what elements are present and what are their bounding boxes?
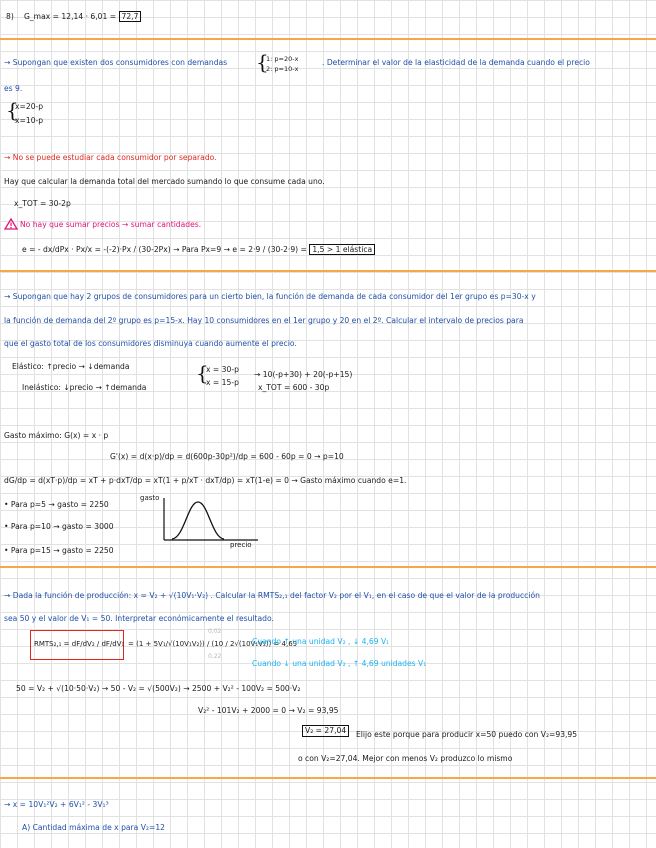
ex2-sys2: x = 15-p xyxy=(206,378,239,387)
ex3-statement-2: sea 50 y el valor de V₁ = 50. Interpretar económicamente el resultado. xyxy=(4,614,274,623)
ex2-inelastico: Inelástico: ↓precio → ↑demanda xyxy=(22,383,147,392)
brace: { xyxy=(6,98,19,122)
ex2-case: • Para p=5 → gasto = 2250 xyxy=(4,500,109,509)
ex1-statement-end: es 9. xyxy=(4,84,23,93)
ex1-xtot: x_TOT = 30-2p xyxy=(14,199,71,208)
ex1-pink-note: No hay que sumar precios → sumar cantidades. xyxy=(20,220,202,229)
ex2-dg-line: dG/dp = d(xT·p)/dp = xT + p·dxT/dp = xT(1 + p/xT · dxT/dp) = xT(1-e) = 0 → Gasto máximo cuando e=1. xyxy=(4,476,407,485)
grey-note: 0,22 xyxy=(208,653,222,660)
ex1-sys2: x=10-p xyxy=(15,116,44,125)
ex1-sys1: x=20-p xyxy=(15,102,44,111)
gmax-formula: G_max = 12,14 · 6,01 = 72,7 xyxy=(24,12,141,22)
graph-x-label: precio xyxy=(230,541,252,549)
ex3-v2-result: V₂ = 27,04 xyxy=(302,725,349,737)
ex2-statement-2: la función de demanda del 2º grupo es p=15-x. Hay 10 consumidores en el 1er grupo y 20 en el 2º. Calcular el intervalo de precios para xyxy=(4,316,524,325)
ex1-warning: → No se puede estudiar cada consumidor por separado. xyxy=(4,153,217,162)
rmts-definition: RMTS₂,₁ = dF/dV₂ / dF/dV₁ xyxy=(34,640,125,648)
ex3-choose-1: Elijo este porque para producir x=50 puedo con V₂=93,95 xyxy=(356,730,578,739)
ex1-demand1: 1: p=20-x xyxy=(266,55,299,63)
ex2-elastico: Elástico: ↑precio → ↓demanda xyxy=(12,362,130,371)
warning-icon xyxy=(4,218,18,230)
rmts-calc: = (1 + 5V₁/√(10V₁V₂)) / (10 / 2√(10V₁V₂)) = 4,69 xyxy=(128,640,298,648)
ex3-calc-2: V₂² - 101V₂ + 2000 = 0 → V₂ = 93,95 xyxy=(198,706,339,715)
ex2-case: • Para p=10 → gasto = 3000 xyxy=(4,522,114,531)
item-number: 8) xyxy=(6,12,14,21)
ex2-case: • Para p=15 → gasto = 2250 xyxy=(4,546,114,555)
ex3-choose-2: o con V₂=27,04. Mejor con menos V₂ produzco lo mismo xyxy=(298,754,513,763)
ex2-sum: → 10(-p+30) + 20(-p+15) xyxy=(254,370,353,379)
separator xyxy=(0,270,656,272)
ex2-xtot: x_TOT = 600 - 30p xyxy=(258,383,330,392)
ex2-statement-3: que el gasto total de los consumidores disminuya cuando aumente el precio. xyxy=(4,339,297,348)
graph-y-label: gasto xyxy=(140,494,160,502)
ex1-explain: Hay que calcular la demanda total del mercado sumando lo que consume cada uno. xyxy=(4,177,325,186)
ex3-statement-1: → Dada la función de producción: x = V₂ + √(10V₁·V₂) . Calcular la RMTS₂,₁ del factor V₂ por el V₁, en el caso de que el valor de la producción xyxy=(4,591,540,600)
grey-note: 0,02 xyxy=(208,628,222,635)
separator xyxy=(0,38,656,40)
ex3-calc-1: 50 = V₂ + √(10·50·V₂) → 50 - V₂ = √(500V₂) → 2500 + V₂² - 100V₂ = 500·V₂ xyxy=(16,684,301,693)
separator xyxy=(0,566,656,568)
ex2-statement-1: → Supongan que hay 2 grupos de consumidores para un cierto bien, la función de demanda de cada consumidor del 1er grupo es p=30-x y xyxy=(4,292,536,301)
ex1-statement: → Supongan que existen dos consumidores con demandas xyxy=(4,58,228,67)
ex1-demand2: 2: p=10-x xyxy=(266,65,299,73)
ex2-gasto-deriv: G'(x) = d(x·p)/dp = d(600p-30p²)/dp = 600 - 60p = 0 → p=10 xyxy=(110,452,344,461)
brace: { xyxy=(196,361,209,385)
ex4-part-a: A) Cantidad máxima de x para V₂=12 xyxy=(22,823,165,832)
brace: { xyxy=(256,50,269,74)
ex3-interpretation-2: Cuando ↓ una unidad V₂ , ↑ 4,69 unidades V₁ xyxy=(252,659,427,668)
ex1-elasticity-result: 1,5 > 1 elástica xyxy=(309,244,375,255)
ex2-gasto-label: Gasto máximo: G(x) = x · p xyxy=(4,431,109,440)
ex4-statement: → x = 10V₁²V₂ + 6V₁² - 3V₁³ xyxy=(4,800,109,809)
gmax-result: 72,7 xyxy=(119,11,142,22)
separator xyxy=(0,777,656,779)
gasto-graph xyxy=(150,494,262,546)
ex3-interpretation-1: Cuando ↑ una unidad V₂ , ↓ 4,69 V₁ xyxy=(252,637,390,646)
ex1-elasticity: e = - dx/dPx · Px/x = -(-2)·Px / (30-2Px) → Para Px=9 → e = 2·9 / (30-2·9) = 1,5 > 1 elástica xyxy=(22,245,375,255)
ex2-sys1: x = 30-p xyxy=(206,365,239,374)
ex1-statement-cont: . Determinar el valor de la elasticidad de la demanda cuando el precio xyxy=(322,58,590,67)
